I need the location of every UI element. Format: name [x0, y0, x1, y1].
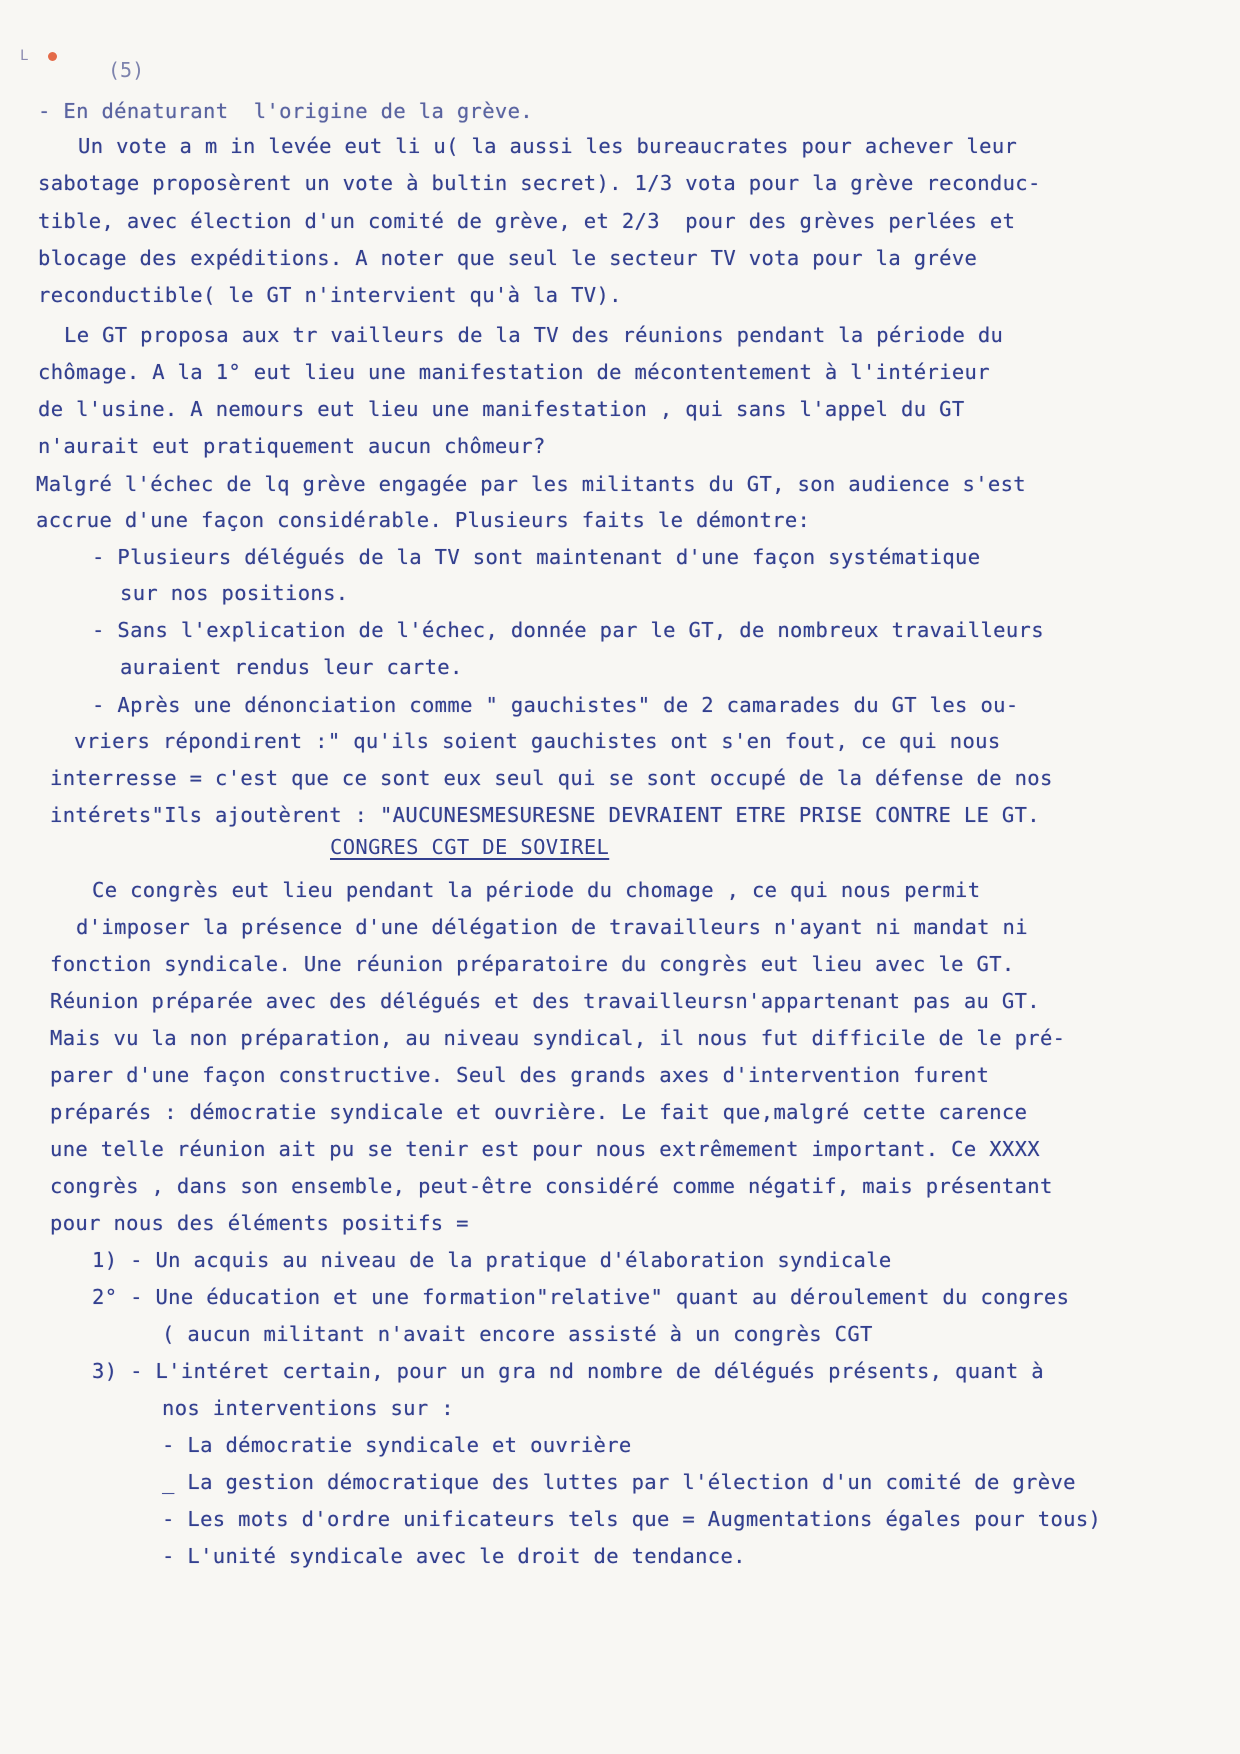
- text-line: Mais vu la non préparation, au niveau syndical, il nous fut difficile de le pré-: [50, 1026, 1066, 1050]
- sub-bullet: - L'unité syndicale avec le droit de tendance.: [162, 1544, 746, 1568]
- list-item: 2° - Une éducation et une formation"relative" quant au déroulement du congres: [92, 1285, 1070, 1309]
- sub-bullet: - La démocratie syndicale et ouvrière: [162, 1433, 632, 1457]
- text-line: congrès , dans son ensemble, peut-être considéré comme négatif, mais présentant: [50, 1174, 1053, 1198]
- sub-bullet: _ La gestion démocratique des luttes par l'élection d'un comité de grève: [162, 1470, 1076, 1494]
- text-line: de l'usine. A nemours eut lieu une manifestation , qui sans l'appel du GT: [38, 397, 965, 421]
- text-line: Malgré l'échec de lq grève engagée par les militants du GT, son audience s'est: [36, 472, 1026, 496]
- text-line: sabotage proposèrent un vote à bultin secret). 1/3 vota pour la grève reconduc-: [38, 171, 1041, 195]
- bullet-line: - Après une dénonciation comme " gauchistes" de 2 camarades du GT les ou-: [92, 693, 1019, 717]
- text-line: fonction syndicale. Une réunion préparatoire du congrès eut lieu avec le GT.: [50, 952, 1015, 976]
- bullet-line: - Plusieurs délégués de la TV sont maintenant d'une façon systématique: [92, 545, 981, 569]
- text-line: accrue d'une façon considérable. Plusieurs faits le démontre:: [36, 508, 811, 532]
- text-line: Le GT proposa aux tr vailleurs de la TV des réunions pendant la période du: [64, 323, 1004, 347]
- text-line: d'imposer la présence d'une délégation de travailleurs n'ayant ni mandat ni: [76, 915, 1028, 939]
- bullet-continuation: vriers répondirent :" qu'ils soient gauchistes ont s'en fout, ce qui nous: [74, 729, 1001, 753]
- text-line: pour nous des éléments positifs =: [50, 1211, 469, 1235]
- text-line: tible, avec élection d'un comité de grève, et 2/3 pour des grèves perlées et: [38, 209, 1016, 233]
- red-ink-dot: [48, 52, 57, 61]
- intro-line: - En dénaturant l'origine de la grève.: [38, 99, 533, 123]
- text-line: chômage. A la 1° eut lieu une manifestation de mécontentement à l'intérieur: [38, 360, 990, 384]
- text-line: reconductible( le GT n'intervient qu'à la TV).: [38, 283, 622, 307]
- bullet-line: - Sans l'explication de l'échec, donnée par le GT, de nombreux travailleurs: [92, 618, 1044, 642]
- text-line: préparés : démocratie syndicale et ouvrière. Le fait que,malgré cette carence: [50, 1100, 1028, 1124]
- page-number: (5): [108, 58, 145, 82]
- text-line: parer d'une façon constructive. Seul des grands axes d'intervention furent: [50, 1063, 990, 1087]
- text-line: Un vote a m in levée eut li u( la aussi les bureaucrates pour achever leur: [78, 134, 1018, 158]
- text-line: n'aurait eut pratiquement aucun chômeur?: [38, 434, 546, 458]
- list-item-continuation: nos interventions sur :: [162, 1396, 454, 1420]
- list-item: 3) - L'intéret certain, pour un gra nd nombre de délégués présents, quant à: [92, 1359, 1044, 1383]
- list-item-continuation: ( aucun militant n'avait encore assisté à un congrès CGT: [162, 1322, 873, 1346]
- bullet-continuation: intérets"Ils ajoutèrent : "AUCUNESMESURESNE DEVRAIENT ETRE PRISE CONTRE LE GT.: [50, 803, 1040, 827]
- text-line: une telle réunion ait pu se tenir est pour nous extrêmement important. Ce XXXX: [50, 1137, 1040, 1161]
- text-line: Ce congrès eut lieu pendant la période du chomage , ce qui nous permit: [92, 878, 981, 902]
- bullet-continuation: auraient rendus leur carte.: [120, 655, 463, 679]
- text-line: blocage des expéditions. A noter que seul le secteur TV vota pour la gréve: [38, 246, 978, 270]
- corner-mark: L: [20, 48, 37, 64]
- text-line: Réunion préparée avec des délégués et des travailleursn'appartenant pas au GT.: [50, 989, 1040, 1013]
- section-heading: CONGRES CGT DE SOVIREL: [330, 835, 610, 859]
- bullet-continuation: sur nos positions.: [120, 581, 349, 605]
- sub-bullet: - Les mots d'ordre unificateurs tels que = Augmentations égales pour tous): [162, 1507, 1102, 1531]
- bullet-continuation: interresse = c'est que ce sont eux seul qui se sont occupé de la défense de nos: [50, 766, 1053, 790]
- list-item: 1) - Un acquis au niveau de la pratique d'élaboration syndicale: [92, 1248, 892, 1272]
